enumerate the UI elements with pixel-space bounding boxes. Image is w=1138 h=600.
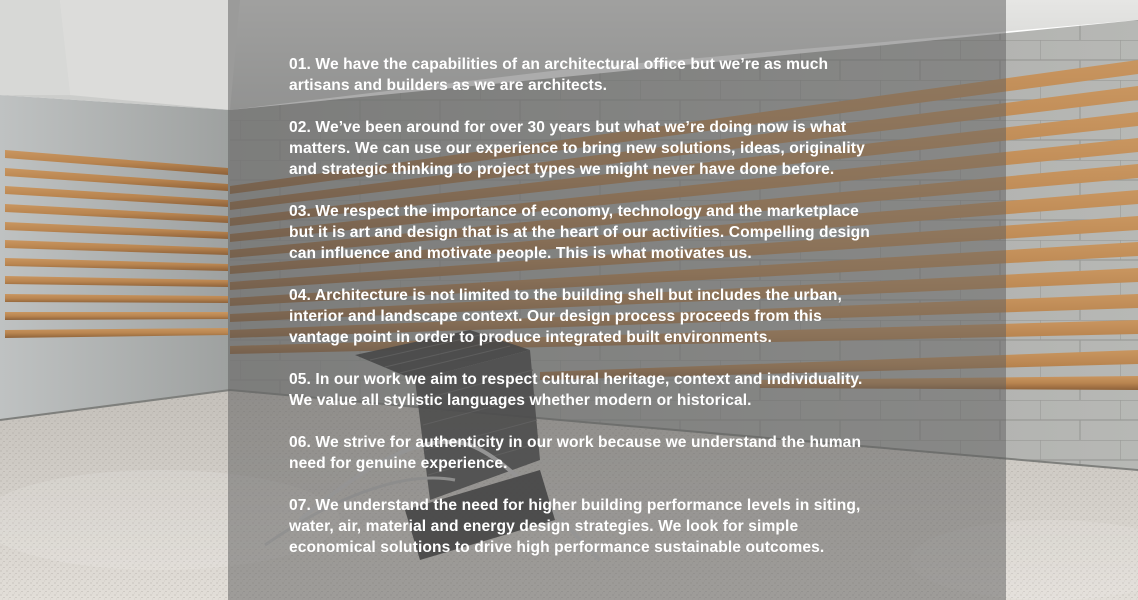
principle-06: 06. We strive for authenticity in our work because we understand the human need for genuine experience.	[289, 434, 862, 472]
principle-04: 04. Architecture is not limited to the building shell but includes the urban, interior and landscape context. Our design process proceeds from this vantage point in order to produce integrated built environments.	[289, 287, 842, 346]
principles-list	[289, 54, 989, 579]
principle-05: 05. In our work we aim to respect cultural heritage, context and individuality. We value all stylistic languages whether modern or historical.	[289, 371, 863, 409]
principle-01: 01. We have the capabilities of an architectural office but we’re as much artisans and builders as we are architects.	[289, 56, 829, 94]
principle-07: 07. We understand the need for higher building performance levels in siting, water, air, material and energy design strategies. We look for simple economical solutions to drive high performance sustainable outcomes.	[289, 497, 861, 556]
principle-03: 03. We respect the importance of economy, technology and the marketplace but it is art and design that is at the heart of our activities. Compelling design can influence and motivate people. This is what motivates us.	[289, 203, 870, 262]
principle-02: 02. We’ve been around for over 30 years but what we’re doing now is what matters. We can use our experience to bring new solutions, ideas, originality and strategic thinking to project types we might never have done before.	[289, 119, 865, 178]
